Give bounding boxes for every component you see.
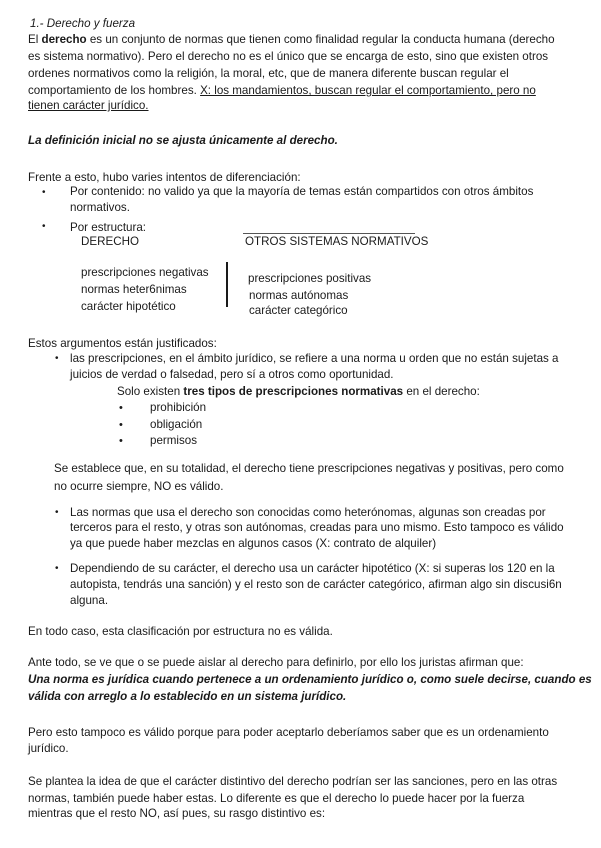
sanciones-line-3: mientras que el resto NO, así pues, su rasgo distintivo es: bbox=[28, 807, 326, 820]
intro-line-5: tienen carácter jurídico. bbox=[28, 99, 149, 112]
small-bullet-icon: • bbox=[119, 402, 123, 414]
contenido-line-2: normativos. bbox=[70, 201, 130, 214]
quote-line-1: Una norma es jurídica cuando pertenece a un ordenamiento jurídico o, como suele decirse, cuando es bbox=[28, 673, 592, 686]
claim-heading: La definición inicial no se ajusta únicamente al derecho. bbox=[28, 134, 338, 147]
normas-line-1: Las normas que usa el derecho son conocidas como heterónomas, algunas son creadas por bbox=[70, 506, 546, 519]
bullet-icon: • bbox=[55, 563, 59, 574]
small-bullet-icon: • bbox=[119, 435, 123, 447]
otros-column-header: OTROS SISTEMAS NORMATIVOS bbox=[245, 235, 429, 248]
bullet-icon: • bbox=[55, 353, 59, 364]
todo-caso-line: En todo caso, esta clasificación por estructura no es válida. bbox=[28, 625, 333, 638]
argumentos-line: Estos argumentos están justificados: bbox=[28, 337, 217, 350]
bullet-icon: • bbox=[42, 187, 46, 198]
column-divider bbox=[226, 262, 228, 307]
otros-item: carácter categórico bbox=[249, 304, 348, 317]
establece-line-1: Se establece que, en su totalidad, el derecho tiene prescripciones negativas y positivas, pero como bbox=[54, 462, 564, 475]
establece-line-2: no ocurre siempre, NO es válido. bbox=[54, 480, 224, 493]
derecho-item: prescripciones negativas bbox=[81, 266, 209, 279]
section-title: 1.- Derecho y fuerza bbox=[30, 17, 136, 30]
otros-item: normas autónomas bbox=[249, 289, 349, 302]
intro-line-4: comportamiento de los hombres. X: los mandamientos, buscan regular el comportamiento, pero no bbox=[28, 84, 536, 97]
estructura-label: Por estructura: bbox=[70, 221, 147, 234]
otros-item: prescripciones positivas bbox=[248, 272, 372, 285]
derecho-column-header: DERECHO bbox=[81, 235, 139, 248]
intro-line-2: es sistema normativo). Pero el derecho no es el único que se encarga de esto, sino que existen otros bbox=[28, 50, 549, 63]
prescripciones-line-1: las prescripciones, en el ámbito jurídico, se refiere a una norma u orden que no están sujetas a bbox=[70, 352, 559, 365]
intro-line-3: ordenes normativos como la religión, la moral, etc, que de manera diferente buscan regular el bbox=[28, 67, 509, 80]
sanciones-line-2: normas, también puede haber estas. Lo diferente es que el derecho lo puede hacer por la fuerza bbox=[28, 792, 525, 805]
normas-line-2: terceros para el resto, y otras son autónomas, creadas para uno mismo. Esto tampoco es válido bbox=[70, 521, 564, 534]
tres-tipos-line: Solo existen tres tipos de prescripciones normativas en el derecho: bbox=[117, 385, 480, 398]
prescripciones-line-2: juicios de verdad o falsedad, pero sí a otros como oportunidad. bbox=[70, 368, 394, 381]
caracter-line-1: Dependiendo de su carácter, el derecho usa un carácter hipotético (X: si superas los 120 en la bbox=[70, 562, 555, 575]
caracter-line-3: alguna. bbox=[70, 594, 109, 607]
sanciones-line-1: Se plantea la idea de que el carácter distintivo del derecho podrían ser las sanciones, pero en las otras bbox=[28, 775, 558, 788]
bullet-icon: • bbox=[42, 221, 46, 232]
pero-line-2: jurídico. bbox=[28, 742, 69, 755]
caracter-line-2: autopista, tendrás una sanción) y el resto son de carácter categórico, afirman algo sin discusi6n bbox=[70, 578, 562, 591]
tipo-item: prohibición bbox=[150, 401, 207, 414]
normas-line-3: ya que puede haber mezclas en algunos casos (X: contrato de alquiler) bbox=[70, 537, 437, 550]
derecho-item: carácter hipotético bbox=[81, 300, 176, 313]
tipo-item: permisos bbox=[150, 434, 198, 447]
frente-line: Frente a esto, hubo varies intentos de diferenciación: bbox=[28, 171, 301, 184]
tipo-item: obligación bbox=[150, 418, 203, 431]
bullet-icon: • bbox=[55, 507, 59, 518]
contenido-line-1: Por contenido: no valido ya que la mayoría de temas están compartidos con otros ámbitos bbox=[70, 185, 534, 198]
small-bullet-icon: • bbox=[119, 419, 123, 431]
ante-todo-line: Ante todo, se ve que o se puede aislar al derecho para definirlo, por ello los juristas afirman que: bbox=[28, 656, 524, 669]
intro-line-1: El derecho es un conjunto de normas que tienen como finalidad regular la conducta humana (derecho bbox=[28, 33, 555, 46]
quote-line-2: válida con arreglo a lo establecido en un sistema jurídico. bbox=[28, 690, 347, 703]
pero-line-1: Pero esto tampoco es válido porque para poder aceptarlo deberíamos saber que es un ordenamiento bbox=[28, 726, 549, 739]
derecho-item: normas heter6nimas bbox=[81, 283, 187, 296]
header-divider bbox=[243, 233, 415, 234]
